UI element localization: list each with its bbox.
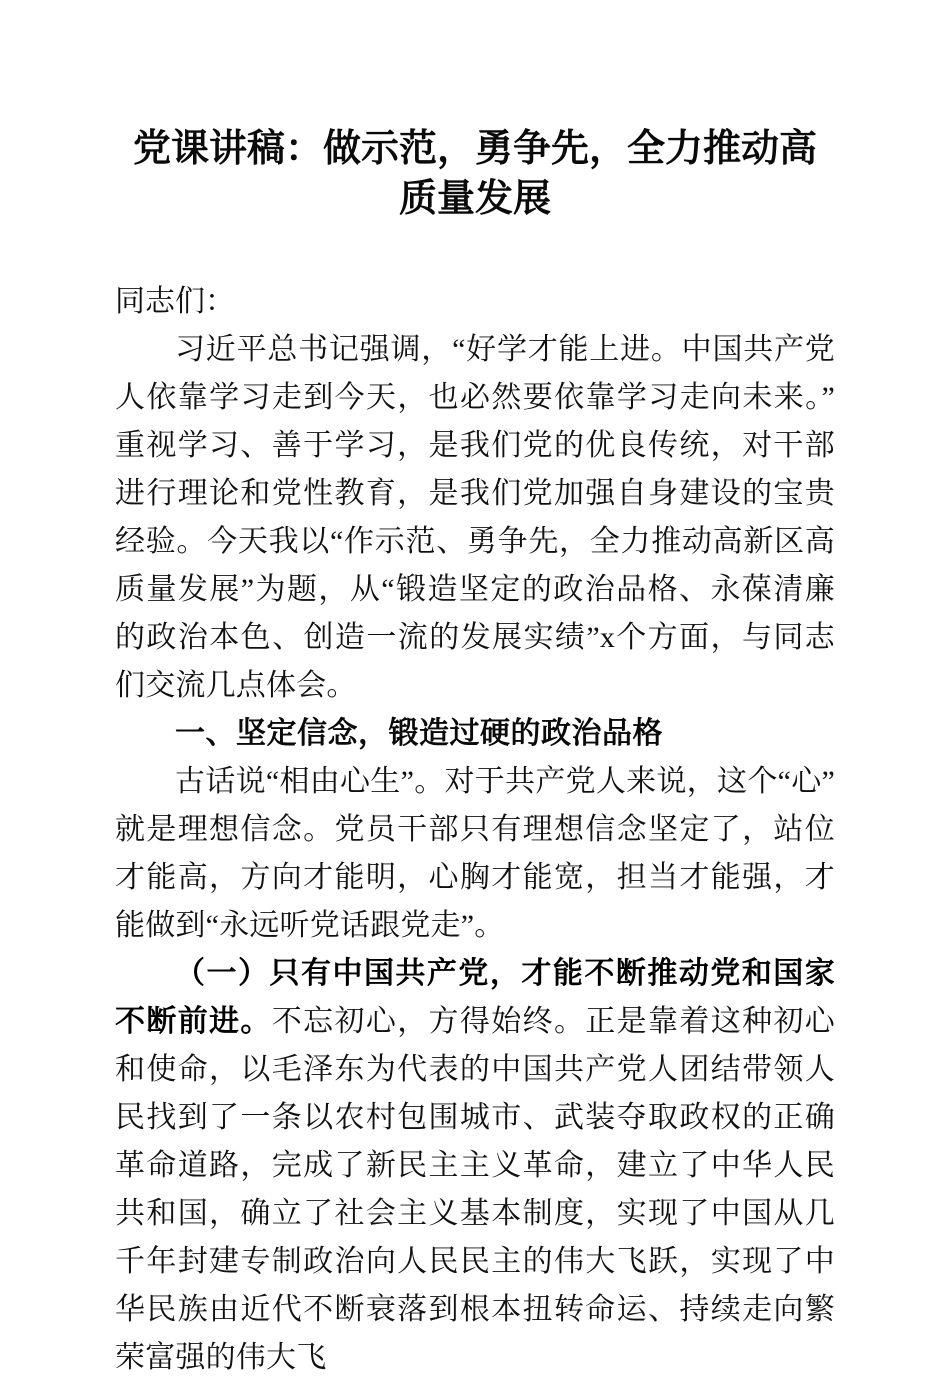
- paragraph-ideals-and-convictions: 古话说“相由心生”。对于共产党人来说，这个“心”就是理想信念。党员干部只有理想信念坚定了，站位才能高，方向才能明，心胸才能宽，担当才能强，才能做到“永远听党话跟党走”。: [115, 765, 835, 942]
- paragraph-opening-statement: 习近平总书记强调，“好学才能上进。中国共产党人依靠学习走到今天，也必然要依靠学习走向未来。”重视学习、善于学习，是我们党的优良传统，对干部进行理论和党性教育，是我们党加强自身建设的宝贵经验。今天我以“作示范、勇争先，全力推动高新区高质量发展”为题，从“锻造坚定的政治品格、永葆清廉的政治本色、创造一流的发展实绩”x个方面，与同志们交流几点体会。: [115, 333, 835, 702]
- subsection-one-body: 不忘初心，方得始终。正是靠着这种初心和使命，以毛泽东为代表的中国共产党人团结带领人民找到了一条以农村包围城市、武装夺取政权的正确革命道路，完成了新民主主义革命，建立了中华人民共和国，确立了社会主义基本制度，实现了中国从几千年封建专制政治向人民民主的伟大飞跃，实现了中华民族由近代不断衰落到根本扭转命运、持续走向繁荣富强的伟大飞: [115, 1005, 836, 1374]
- subsection-one-lead-in: （一）只有中国共产党，才能不断推动党和国家不断前进。: [115, 957, 835, 1038]
- page-title: 党课讲稿：做示范，勇争先，全力推动高质量发展: [132, 128, 817, 220]
- paragraph-subsection-one: [115, 950, 835, 1382]
- salutation-line: 同志们：: [115, 285, 235, 318]
- section-heading-one: 一、坚定信念，锻造过硬的政治品格: [175, 717, 663, 750]
- document-content-column: [115, 0, 835, 1382]
